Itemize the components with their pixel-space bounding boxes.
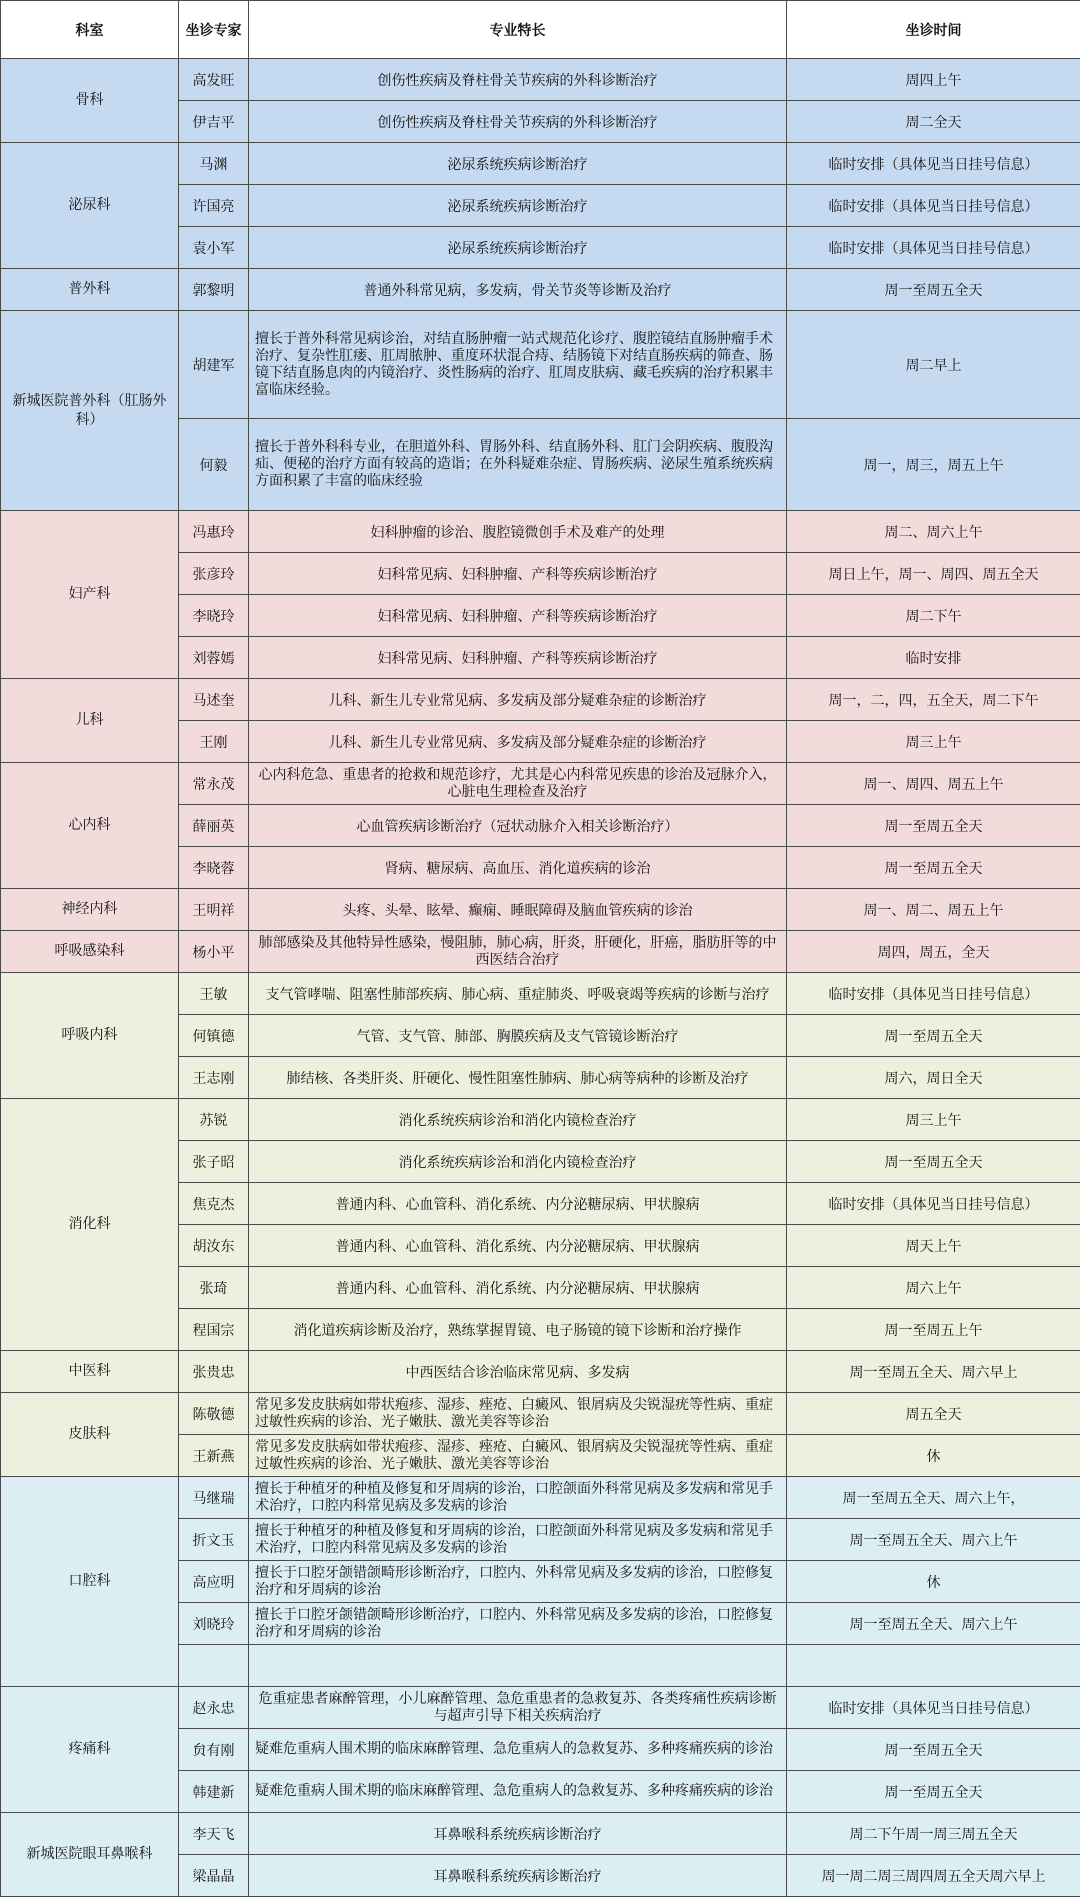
dept-cell: 中医科	[1, 1351, 179, 1393]
specialty-cell: 消化系统疾病诊治和消化内镜检查治疗	[249, 1099, 787, 1141]
expert-cell: 贠有刚	[179, 1729, 249, 1771]
time-cell: 周二下午周一周三周五全天	[787, 1813, 1080, 1855]
dept-cell: 消化科	[1, 1099, 179, 1351]
time-cell: 临时安排（具体见当日挂号信息）	[787, 1183, 1080, 1225]
time-cell: 临时安排（具体见当日挂号信息）	[787, 143, 1080, 185]
specialty-cell: 常见多发皮肤病如带状疱疹、湿疹、痤疮、白癜风、银屑病及尖锐湿疣等性病、重症过敏性疾病的诊治、光子嫩肤、激光美容等诊治	[249, 1435, 787, 1477]
specialty-cell: 心血管疾病诊断治疗（冠状动脉介入相关诊断治疗）	[249, 805, 787, 847]
expert-cell: 韩建新	[179, 1771, 249, 1813]
specialty-cell: 泌尿系统疾病诊断治疗	[249, 143, 787, 185]
expert-cell: 马继瑞	[179, 1477, 249, 1519]
time-cell	[787, 1645, 1080, 1687]
time-cell: 临时安排（具体见当日挂号信息）	[787, 1687, 1080, 1729]
expert-cell: 苏锐	[179, 1099, 249, 1141]
time-cell: 周一至周五全天、周六上午，	[787, 1477, 1080, 1519]
table-row	[1, 1393, 1080, 1435]
expert-cell: 常永茂	[179, 763, 249, 805]
dept-cell: 骨科	[1, 59, 179, 143]
time-cell: 临时安排	[787, 637, 1080, 679]
expert-cell: 李天飞	[179, 1813, 249, 1855]
specialty-cell: 妇科肿瘤的诊治、腹腔镜微创手术及难产的处理	[249, 511, 787, 553]
table-row	[1, 1813, 1080, 1855]
expert-cell: 张贵忠	[179, 1351, 249, 1393]
expert-cell: 何镇德	[179, 1015, 249, 1057]
expert-cell: 马渊	[179, 143, 249, 185]
time-cell: 周四，周五，全天	[787, 931, 1080, 973]
dept-cell: 神经内科	[1, 889, 179, 931]
header-specialty: 专业特长	[249, 1, 787, 59]
time-cell: 休	[787, 1435, 1080, 1477]
specialty-cell: 支气管哮喘、阻塞性肺部疾病、肺心病、重症肺炎、呼吸衰竭等疾病的诊断与治疗	[249, 973, 787, 1015]
specialty-cell: 肺部感染及其他特异性感染，慢阻肺，肺心病，肝炎，肝硬化，肝癌，脂肪肝等的中西医结合治疗	[249, 931, 787, 973]
specialty-cell: 普通内科、心血管科、消化系统、内分泌糖尿病、甲状腺病	[249, 1183, 787, 1225]
time-cell: 周一至周五全天	[787, 1729, 1080, 1771]
expert-cell: 刘晓玲	[179, 1603, 249, 1645]
table-row	[1, 763, 1080, 805]
time-cell: 周一，二，四，五全天，周二下午	[787, 679, 1080, 721]
dept-cell: 泌尿科	[1, 143, 179, 269]
table-row	[1, 1351, 1080, 1393]
dept-cell: 新城医院普外科（肛肠外科）	[1, 311, 179, 511]
time-cell: 周一至周五全天	[787, 847, 1080, 889]
specialty-cell: 泌尿系统疾病诊断治疗	[249, 227, 787, 269]
expert-cell: 王明祥	[179, 889, 249, 931]
expert-cell: 陈敬德	[179, 1393, 249, 1435]
header-expert: 坐诊专家	[179, 1, 249, 59]
table-row	[1, 889, 1080, 931]
time-cell: 周二早上	[787, 311, 1080, 419]
specialty-cell: 耳鼻喉科系统疾病诊断治疗	[249, 1813, 787, 1855]
specialty-cell: 创伤性疾病及脊柱骨关节疾病的外科诊断治疗	[249, 101, 787, 143]
dept-cell: 妇产科	[1, 511, 179, 679]
dept-cell: 心内科	[1, 763, 179, 889]
expert-cell: 王敏	[179, 973, 249, 1015]
expert-cell: 赵永忠	[179, 1687, 249, 1729]
table-row	[1, 973, 1080, 1015]
specialty-cell: 心内科危急、重患者的抢救和规范诊疗，尤其是心内科常见疾患的诊治及冠脉介入，心脏电生理检查及治疗	[249, 763, 787, 805]
specialty-cell: 消化道疾病诊断及治疗，熟练掌握胃镜、电子肠镜的镜下诊断和治疗操作	[249, 1309, 787, 1351]
dept-cell: 疼痛科	[1, 1687, 179, 1813]
expert-cell: 高应明	[179, 1561, 249, 1603]
header-dept: 科室	[1, 1, 179, 59]
table-row	[1, 311, 1080, 419]
time-cell: 周二、周六上午	[787, 511, 1080, 553]
expert-cell: 杨小平	[179, 931, 249, 973]
dept-cell: 新城医院眼耳鼻喉科	[1, 1813, 179, 1897]
expert-cell: 郭黎明	[179, 269, 249, 311]
time-cell: 周一，周三，周五上午	[787, 419, 1080, 511]
expert-cell: 折文玉	[179, 1519, 249, 1561]
specialty-cell: 创伤性疾病及脊柱骨关节疾病的外科诊断治疗	[249, 59, 787, 101]
expert-cell: 伊吉平	[179, 101, 249, 143]
time-cell: 周日上午，周一、周四、周五全天	[787, 553, 1080, 595]
specialty-cell: 头疼、头晕、眩晕、癫痫、睡眠障碍及脑血管疾病的诊治	[249, 889, 787, 931]
specialty-cell	[249, 1645, 787, 1687]
time-cell: 临时安排（具体见当日挂号信息）	[787, 185, 1080, 227]
specialty-cell: 疑难危重病人围术期的临床麻醉管理、急危重病人的急救复苏、多种疼痛疾病的诊治	[249, 1729, 787, 1771]
expert-cell: 王新燕	[179, 1435, 249, 1477]
dept-cell: 皮肤科	[1, 1393, 179, 1477]
table-row	[1, 1687, 1080, 1729]
specialty-cell: 气管、支气管、肺部、胸膜疾病及支气管镜诊断治疗	[249, 1015, 787, 1057]
time-cell: 周一至周五全天	[787, 805, 1080, 847]
specialty-cell: 普通内科、心血管科、消化系统、内分泌糖尿病、甲状腺病	[249, 1225, 787, 1267]
time-cell: 周二全天	[787, 101, 1080, 143]
dept-cell: 呼吸内科	[1, 973, 179, 1099]
time-cell: 周一周二周三周四周五全天周六早上	[787, 1855, 1080, 1897]
time-cell: 周四上午	[787, 59, 1080, 101]
expert-cell: 高发旺	[179, 59, 249, 101]
specialty-cell: 儿科、新生儿专业常见病、多发病及部分疑难杂症的诊断治疗	[249, 721, 787, 763]
time-cell: 临时安排（具体见当日挂号信息）	[787, 227, 1080, 269]
table-row	[1, 1099, 1080, 1141]
time-cell: 周五全天	[787, 1393, 1080, 1435]
expert-cell: 冯惠玲	[179, 511, 249, 553]
expert-cell: 何毅	[179, 419, 249, 511]
specialty-cell: 妇科常见病、妇科肿瘤、产科等疾病诊断治疗	[249, 637, 787, 679]
specialty-cell: 儿科、新生儿专业常见病、多发病及部分疑难杂症的诊断治疗	[249, 679, 787, 721]
expert-cell: 薛丽英	[179, 805, 249, 847]
time-cell: 周三上午	[787, 1099, 1080, 1141]
specialty-cell: 普通外科常见病，多发病，骨关节炎等诊断及治疗	[249, 269, 787, 311]
expert-cell: 马述奎	[179, 679, 249, 721]
specialty-cell: 中西医结合诊治临床常见病、多发病	[249, 1351, 787, 1393]
specialty-cell: 擅长于普外科常见病诊治，对结直肠肿瘤一站式规范化诊疗、腹腔镜结直肠肿瘤手术治疗、复杂性肛瘘、肛周脓肿、重度环状混合痔、结肠镜下对结直肠疾病的筛查、肠镜下结直肠息肉的内镜治疗、炎性肠病的治疗、肛周皮肤病、藏毛疾病的治疗积累丰富临床经验。	[249, 311, 787, 419]
expert-cell: 胡汝东	[179, 1225, 249, 1267]
expert-cell: 焦克杰	[179, 1183, 249, 1225]
table-row	[1, 269, 1080, 311]
expert-cell: 许国亮	[179, 185, 249, 227]
time-cell: 周一至周五上午	[787, 1309, 1080, 1351]
expert-cell: 张琦	[179, 1267, 249, 1309]
time-cell: 周天上午	[787, 1225, 1080, 1267]
expert-cell	[179, 1645, 249, 1687]
table-row	[1, 931, 1080, 973]
dept-cell: 普外科	[1, 269, 179, 311]
specialty-cell: 妇科常见病、妇科肿瘤、产科等疾病诊断治疗	[249, 553, 787, 595]
specialty-cell: 泌尿系统疾病诊断治疗	[249, 185, 787, 227]
specialty-cell: 擅长于种植牙的种植及修复和牙周病的诊治，口腔颌面外科常见病及多发病和常见手术治疗，口腔内科常见病及多发病的诊治	[249, 1477, 787, 1519]
expert-cell: 李晓蓉	[179, 847, 249, 889]
dept-cell: 儿科	[1, 679, 179, 763]
table-row	[1, 59, 1080, 101]
expert-cell: 王刚	[179, 721, 249, 763]
table-row	[1, 143, 1080, 185]
expert-cell: 刘蓉嫣	[179, 637, 249, 679]
time-cell: 休	[787, 1561, 1080, 1603]
time-cell: 周一、周二、周五上午	[787, 889, 1080, 931]
dept-cell: 呼吸感染科	[1, 931, 179, 973]
time-cell: 周一至周五全天、周六上午	[787, 1519, 1080, 1561]
expert-cell: 梁晶晶	[179, 1855, 249, 1897]
specialty-cell: 耳鼻喉科系统疾病诊断治疗	[249, 1855, 787, 1897]
time-cell: 周一、周四、周五上午	[787, 763, 1080, 805]
table-row	[1, 679, 1080, 721]
time-cell: 周一至周五全天、周六上午	[787, 1603, 1080, 1645]
time-cell: 周一至周五全天	[787, 1015, 1080, 1057]
time-cell: 周二下午	[787, 595, 1080, 637]
expert-cell: 袁小军	[179, 227, 249, 269]
specialty-cell: 擅长于种植牙的种植及修复和牙周病的诊治，口腔颌面外科常见病及多发病和常见手术治疗，口腔内科常见病及多发病的诊治	[249, 1519, 787, 1561]
expert-cell: 李晓玲	[179, 595, 249, 637]
specialty-cell: 妇科常见病、妇科肿瘤、产科等疾病诊断治疗	[249, 595, 787, 637]
table-row	[1, 511, 1080, 553]
expert-cell: 胡建军	[179, 311, 249, 419]
specialty-cell: 肺结核、各类肝炎、肝硬化、慢性阻塞性肺病、肺心病等病种的诊断及治疗	[249, 1057, 787, 1099]
time-cell: 周一至周五全天	[787, 1141, 1080, 1183]
specialty-cell: 肾病、糖尿病、高血压、消化道疾病的诊治	[249, 847, 787, 889]
specialty-cell: 擅长于口腔牙颌错颌畸形诊断治疗，口腔内、外科常见病及多发病的诊治，口腔修复治疗和牙周病的诊治	[249, 1603, 787, 1645]
dept-cell: 口腔科	[1, 1477, 179, 1687]
header-time: 坐诊时间	[787, 1, 1080, 59]
specialty-cell: 危重症患者麻醉管理，小儿麻醉管理、急危重患者的急救复苏、各类疼痛性疾病诊断与超声引导下相关疾病治疗	[249, 1687, 787, 1729]
time-cell: 周一至周五全天	[787, 269, 1080, 311]
specialty-cell: 擅长于普外科科专业，在胆道外科、胃肠外科、结直肠外科、肛门会阴疾病、腹股沟疝、便秘的治疗方面有较高的造诣；在外科疑难杂症、胃肠疾病、泌尿生殖系统疾病方面积累了丰富的临床经验	[249, 419, 787, 511]
expert-cell: 王志刚	[179, 1057, 249, 1099]
time-cell: 周一至周五全天、周六早上	[787, 1351, 1080, 1393]
expert-cell: 张子昭	[179, 1141, 249, 1183]
time-cell: 周三上午	[787, 721, 1080, 763]
time-cell: 周六上午	[787, 1267, 1080, 1309]
table-row	[1, 1477, 1080, 1519]
time-cell: 临时安排（具体见当日挂号信息）	[787, 973, 1080, 1015]
time-cell: 周六，周日全天	[787, 1057, 1080, 1099]
expert-cell: 程国宗	[179, 1309, 249, 1351]
specialty-cell: 疑难危重病人围术期的临床麻醉管理、急危重病人的急救复苏、多种疼痛疾病的诊治	[249, 1771, 787, 1813]
time-cell: 周一至周五全天	[787, 1771, 1080, 1813]
specialty-cell: 普通内科、心血管科、消化系统、内分泌糖尿病、甲状腺病	[249, 1267, 787, 1309]
expert-cell: 张彦玲	[179, 553, 249, 595]
specialty-cell: 消化系统疾病诊治和消化内镜检查治疗	[249, 1141, 787, 1183]
specialty-cell: 常见多发皮肤病如带状疱疹、湿疹、痤疮、白癜风、银屑病及尖锐湿疣等性病、重症过敏性疾病的诊治、光子嫩肤、激光美容等诊治	[249, 1393, 787, 1435]
specialty-cell: 擅长于口腔牙颌错颌畸形诊断治疗，口腔内、外科常见病及多发病的诊治，口腔修复治疗和牙周病的诊治	[249, 1561, 787, 1603]
